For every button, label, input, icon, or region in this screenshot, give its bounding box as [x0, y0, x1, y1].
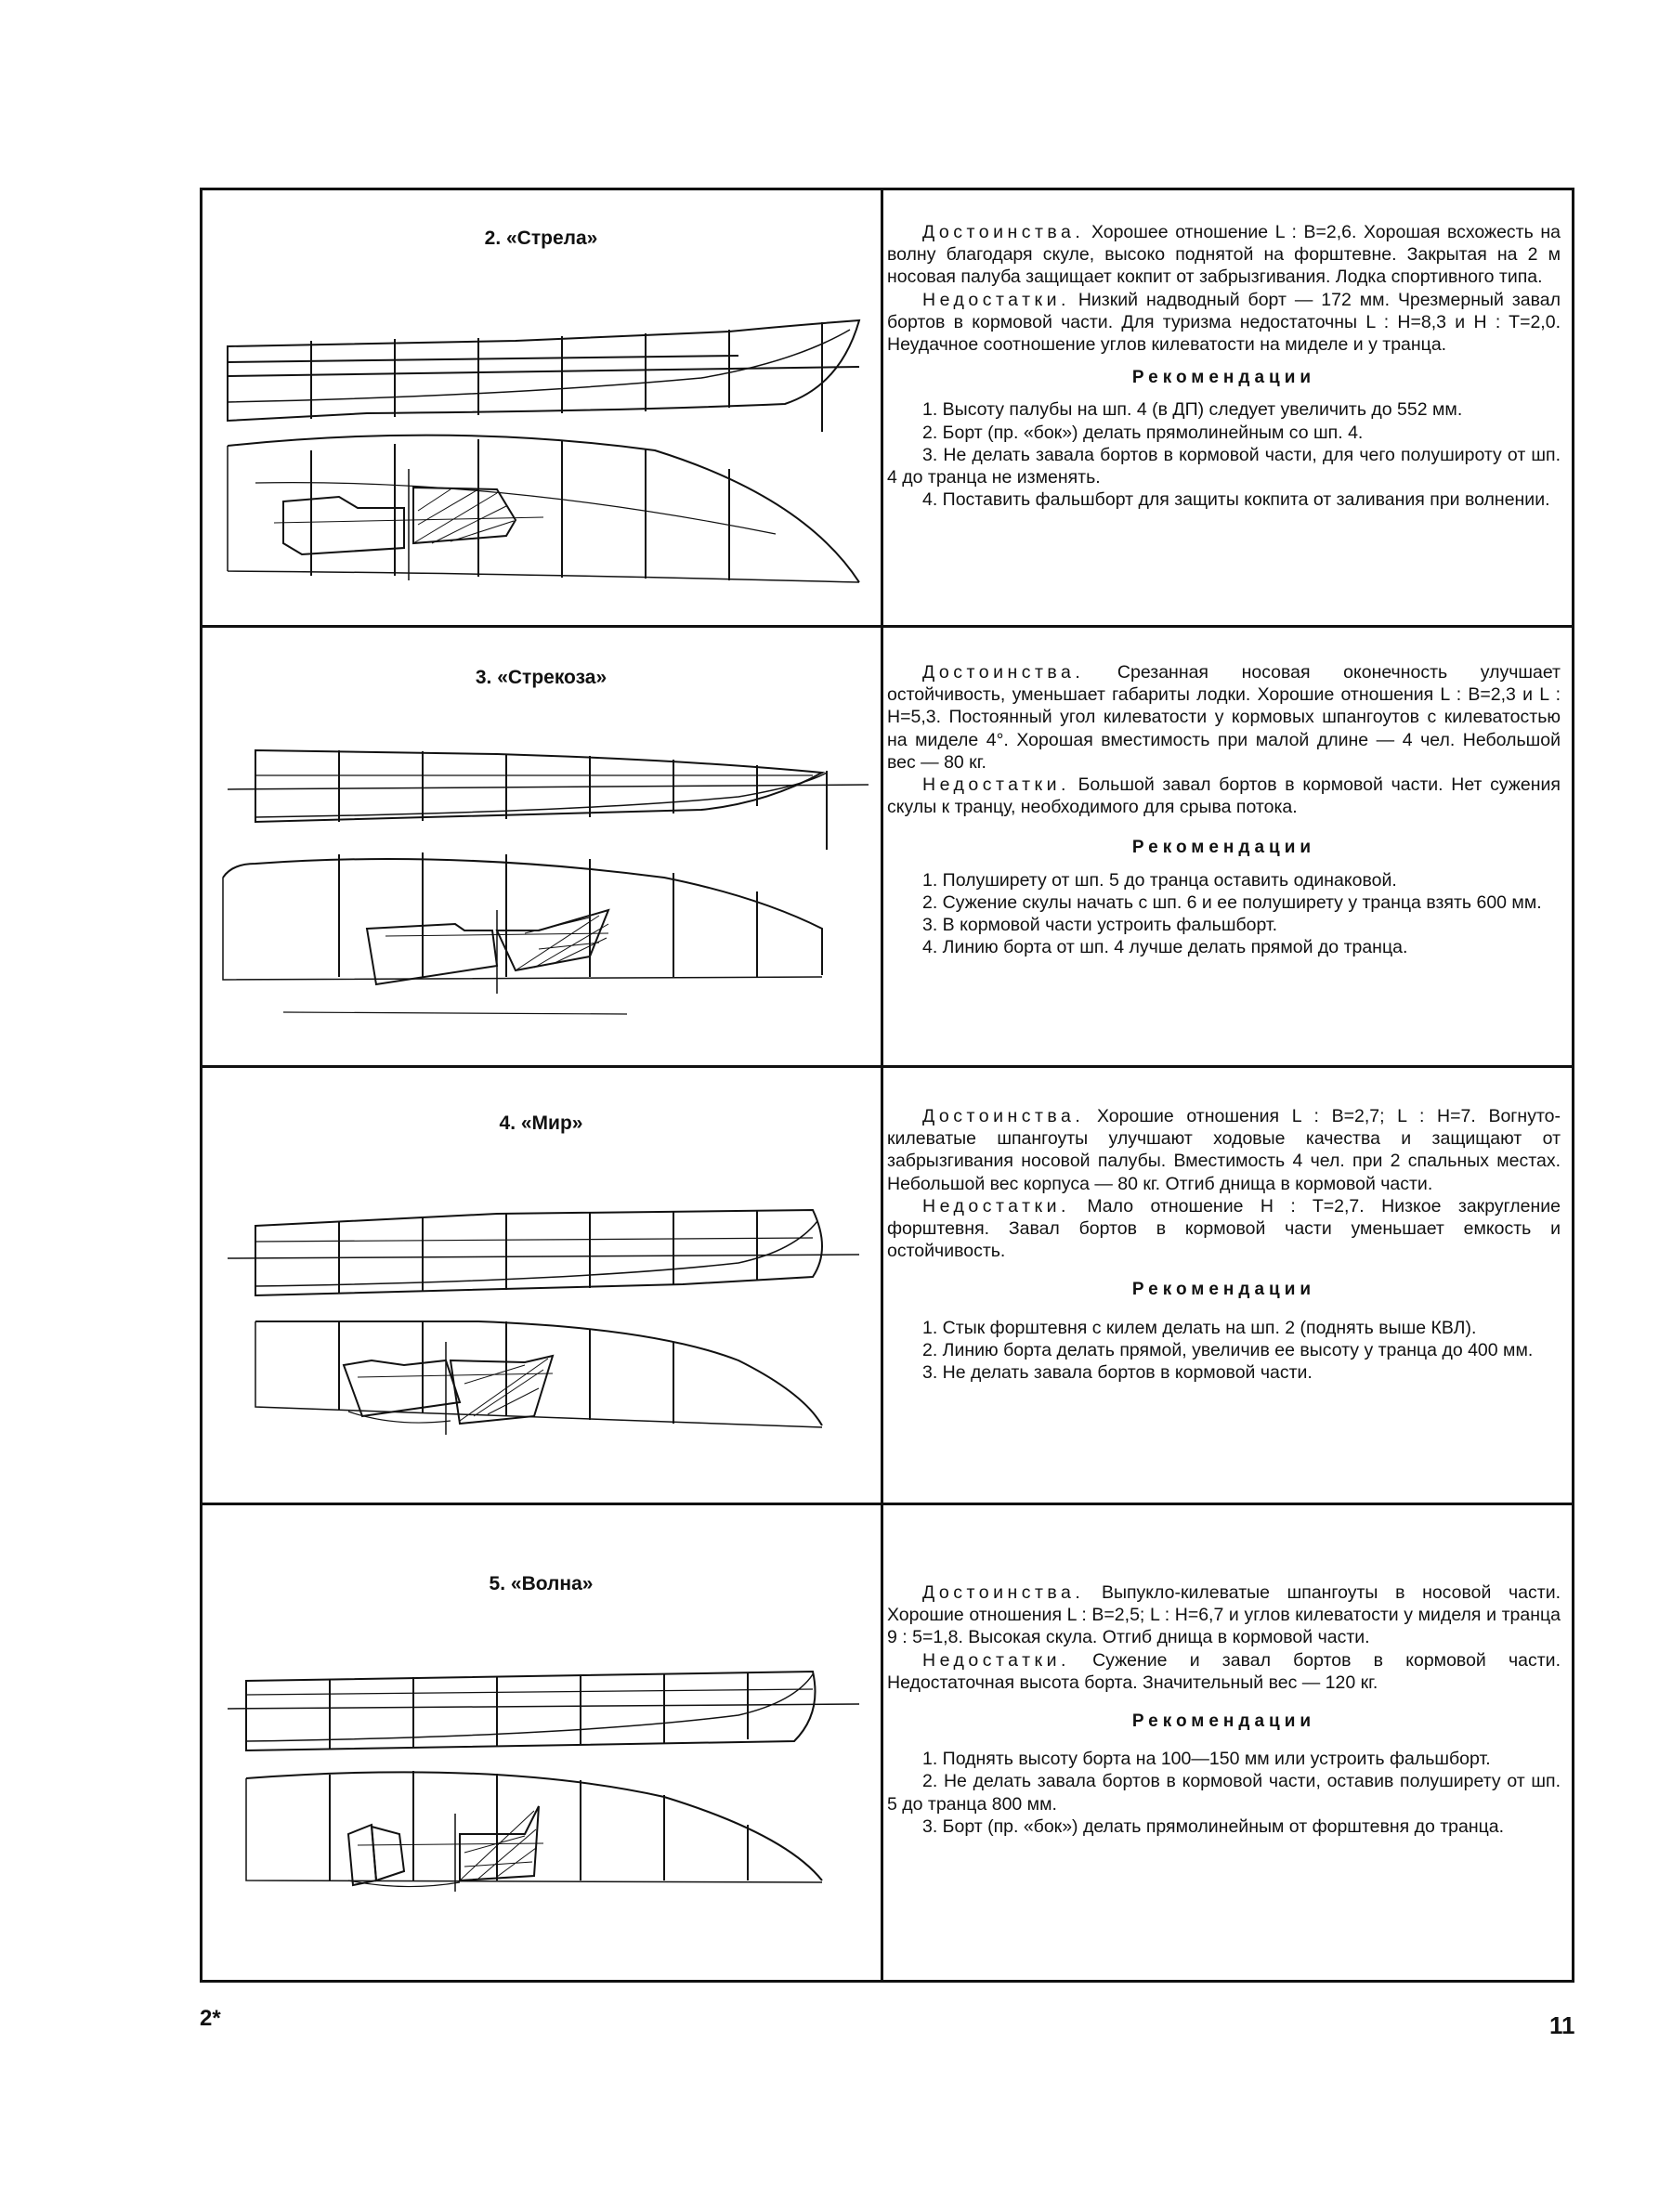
defects-text: Сужение и завал бортов в кормовой части. Недостаточная высота борта. Значительный вес — 120 кг. [887, 1649, 1561, 1693]
recommendation-item: 1. Стык форштевня с килем делать на шп. 2 (поднять выше КВЛ). [922, 1317, 1477, 1338]
recommendation-item: 3. В кормовой части устроить фальшборт. [922, 915, 1278, 936]
row-divider [200, 625, 1574, 628]
recommendation-item: 4. Поставить фальшборт для защиты кокпита от заливания при волнении. [922, 489, 1550, 511]
boat-title-volna: 5. «Волна» [489, 1573, 594, 1594]
defects-paragraph [887, 1649, 1561, 1694]
defects-paragraph [887, 774, 1561, 818]
signature-mark: 2* [200, 2006, 221, 2031]
merits-paragraph [887, 221, 1561, 289]
page-number: 11 [1549, 2011, 1575, 2039]
recommendation-item: 2. Линию борта делать прямой, увеличив ее высоту у транца до 400 мм. [922, 1339, 1534, 1360]
defects-paragraph [887, 289, 1561, 357]
merits-label: Достоинства. [922, 1582, 1085, 1603]
recommendation-item: 2. Борт (пр. «бок») делать прямолинейным со шп. 4. [922, 422, 1364, 443]
boat-text-strela [887, 221, 1561, 511]
defects-label: Недостатки. [922, 1649, 1070, 1671]
boat-title-strekoza: 3. «Стрекоза» [475, 667, 607, 688]
row-divider [200, 1065, 1574, 1068]
hull-drawing-strekoza [218, 734, 869, 1021]
recommendation-item: 1. Полуширету от шп. 5 до транца оставить одинаковой. [922, 869, 1397, 891]
recommendation-item: 2. Сужение скулы начать с шп. 6 и ее полуширету у транца взять 600 мм. [922, 891, 1542, 913]
recommendations-heading: Рекомендации [1131, 1711, 1316, 1732]
defects-text: Мало отношение H : T=2,7. Низкое закругление форштевня. Завал бортов в кормовой части уменьшает емкость и остойчивость. [887, 1195, 1561, 1262]
recommendation-item: 1. Высоту палубы на шп. 4 (в ДП) следует увеличить до 552 мм. [922, 399, 1463, 421]
boat-text-volna [887, 1581, 1561, 1838]
defects-text: Большой завал бортов в кормовой части. Нет сужения скулы к транцу, необходимого для срыва потока. [887, 774, 1561, 818]
recommendations-heading: Рекомендации [1131, 1280, 1316, 1300]
hull-drawing-volna [218, 1648, 869, 1913]
defects-text: Низкий надводный борт — 172 мм. Чрезмерный завал бортов в кормовой части. Для туризма недостаточны L : H=8,3 и H : T=2,0. Неудачное соотношение углов килеватости на миделе и у транца. [887, 289, 1561, 356]
merits-paragraph [887, 1581, 1561, 1649]
merits-label: Достоинства. [922, 1106, 1085, 1126]
merits-label: Достоинства. [922, 662, 1085, 683]
defects-label: Недостатки. [922, 289, 1070, 310]
column-divider [881, 188, 883, 1983]
defects-label: Недостатки. [922, 774, 1070, 796]
boat-title-mir: 4. «Мир» [499, 1113, 583, 1134]
recommendation-item: 3. Не делать завала бортов в кормовой части, для чего полушироту от шп. 4 до транца не изменять. [887, 444, 1561, 488]
boat-text-mir [887, 1105, 1561, 1384]
merits-text: Срезанная носовая оконечность улучшает остойчивость, уменьшает габариты лодки. Хорошие отношения L : B=2,3 и L : H=5,3. Постоянный угол килеватости у кормовых шпангоутов с килеватостью на миделе 4°. Хорошая вместимость при малой длине — 4 чел. Небольшой вес — 80 кг. [887, 662, 1561, 773]
boat-text-strekoza [887, 661, 1561, 958]
merits-paragraph [887, 1105, 1561, 1195]
recommendations-heading: Рекомендации [1131, 838, 1316, 858]
merits-label: Достоинства. [922, 222, 1085, 242]
defects-paragraph [887, 1195, 1561, 1263]
recommendation-item: 4. Линию борта от шп. 4 лучше делать прямой до транца. [922, 937, 1408, 958]
merits-text: Выпукло-килеватые шпангоуты в носовой части. Хорошие отношения L : B=2,5; L : H=6,7 и углов килеватости у миделя и транца 9 : 5=1,8. Высокая скула. Отгиб днища в кормовой части. [887, 1582, 1561, 1648]
defects-label: Недостатки. [922, 1195, 1070, 1217]
recommendations-heading: Рекомендации [1131, 368, 1316, 388]
merits-text: Хорошее отношение L : B=2,6. Хорошая всхожесть на волну благодаря скуле, высоко поднятой на форштевне. Закрытая на 2 м носовая палуба защищает кокпит от забрызгивания. Лодка спортивного типа. [887, 222, 1561, 288]
recommendation-item: 2. Не делать завала бортов в кормовой части, оставив полуширету от шп. 5 до транца 800 мм. [887, 1771, 1561, 1815]
merits-paragraph [887, 661, 1561, 774]
hull-drawing-mir [218, 1193, 869, 1453]
recommendation-item: 3. Борт (пр. «бок») делать прямолинейным от форштевня до транца. [922, 1815, 1505, 1837]
recommendation-item: 3. Не делать завала бортов в кормовой части. [922, 1362, 1313, 1384]
row-divider [200, 1503, 1574, 1505]
merits-text: Хорошие отношения L : B=2,7; L : H=7. Вогнуто-килеватые шпангоуты улучшают ходовые качества и защищают от забрызгивания носовой палубы. Вместимость 4 чел. при 2 спальных местах. Небольшой вес корпуса — 80 кг. Отгиб днища в кормовой части. [887, 1106, 1561, 1194]
recommendation-item: 1. Поднять высоту борта на 100—150 мм или устроить фальшборт. [922, 1749, 1491, 1770]
boat-title-strela: 2. «Стрела» [484, 228, 598, 249]
hull-drawing-strela [218, 311, 869, 590]
